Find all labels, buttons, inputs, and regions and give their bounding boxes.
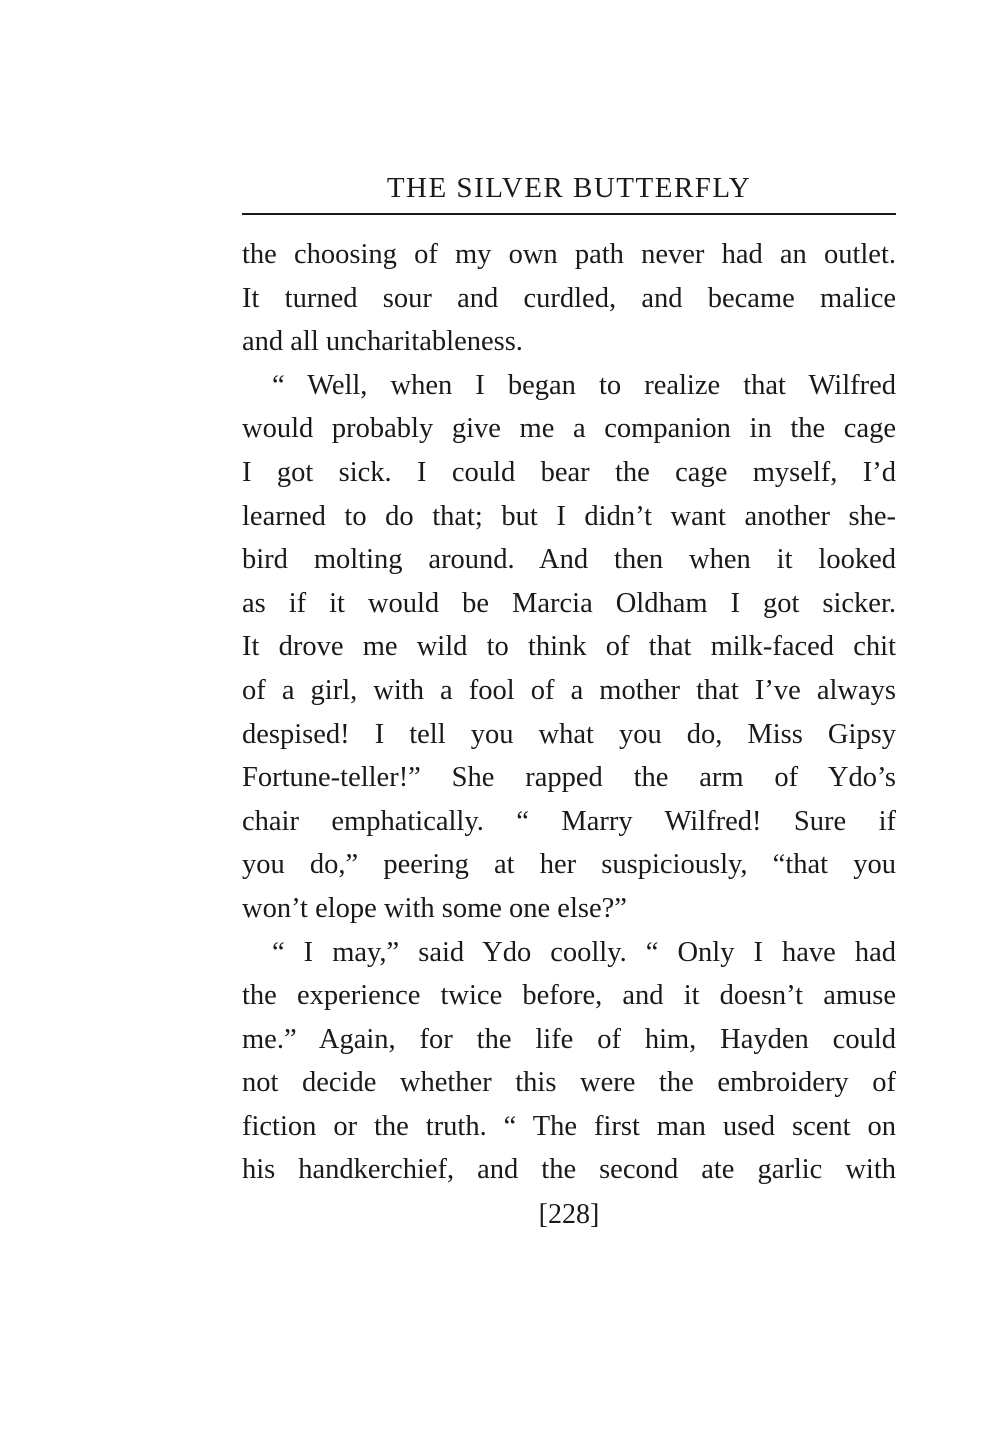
header-rule bbox=[242, 213, 896, 215]
text-line: “ I may,” said Ydo coolly. “ Only I have had bbox=[272, 936, 896, 968]
text-line: bird molting around. And then when it looked bbox=[242, 544, 896, 576]
text-line: the experience twice before, and it doesn’t amuse bbox=[242, 980, 896, 1012]
text-line: of a girl, with a fool of a mother that I’ve always bbox=[242, 674, 896, 706]
text-line: learned to do that; but I didn’t want another she- bbox=[242, 500, 896, 532]
page-number: [228] bbox=[538, 1199, 600, 1230]
text-line: It drove me wild to think of that milk-faced chit bbox=[242, 631, 896, 663]
text-line: you do,” peering at her suspiciously, “that you bbox=[242, 849, 896, 881]
text-line: fiction or the truth. “ The first man used scent on bbox=[242, 1110, 896, 1142]
text-line: as if it would be Marcia Oldham I got sicker. bbox=[242, 587, 896, 619]
text-line: I got sick. I could bear the cage myself, I’d bbox=[242, 456, 896, 488]
text-line: and all uncharitableness. bbox=[242, 326, 523, 358]
text-line: Fortune-teller!” She rapped the arm of Ydo’s bbox=[242, 762, 896, 794]
text-line: despised! I tell you what you do, Miss Gipsy bbox=[242, 718, 896, 750]
text-line: It turned sour and curdled, and became malice bbox=[242, 282, 896, 314]
page-body-text bbox=[242, 233, 896, 1192]
text-line: chair emphatically. “ Marry Wilfred! Sure if bbox=[242, 805, 896, 837]
text-line: the choosing of my own path never had an outlet. bbox=[242, 239, 896, 270]
text-line: not decide whether this were the embroidery of bbox=[242, 1067, 896, 1099]
text-line: me.” Again, for the life of him, Hayden could bbox=[242, 1023, 896, 1055]
text-line: won’t elope with some one else?” bbox=[242, 892, 627, 924]
text-line: his handkerchief, and the second ate garlic with bbox=[242, 1154, 896, 1186]
running-header: THE SILVER BUTTERFLY bbox=[386, 172, 752, 204]
text-line: would probably give me a companion in the cage bbox=[242, 413, 896, 445]
text-line: “ Well, when I began to realize that Wilfred bbox=[272, 369, 896, 401]
